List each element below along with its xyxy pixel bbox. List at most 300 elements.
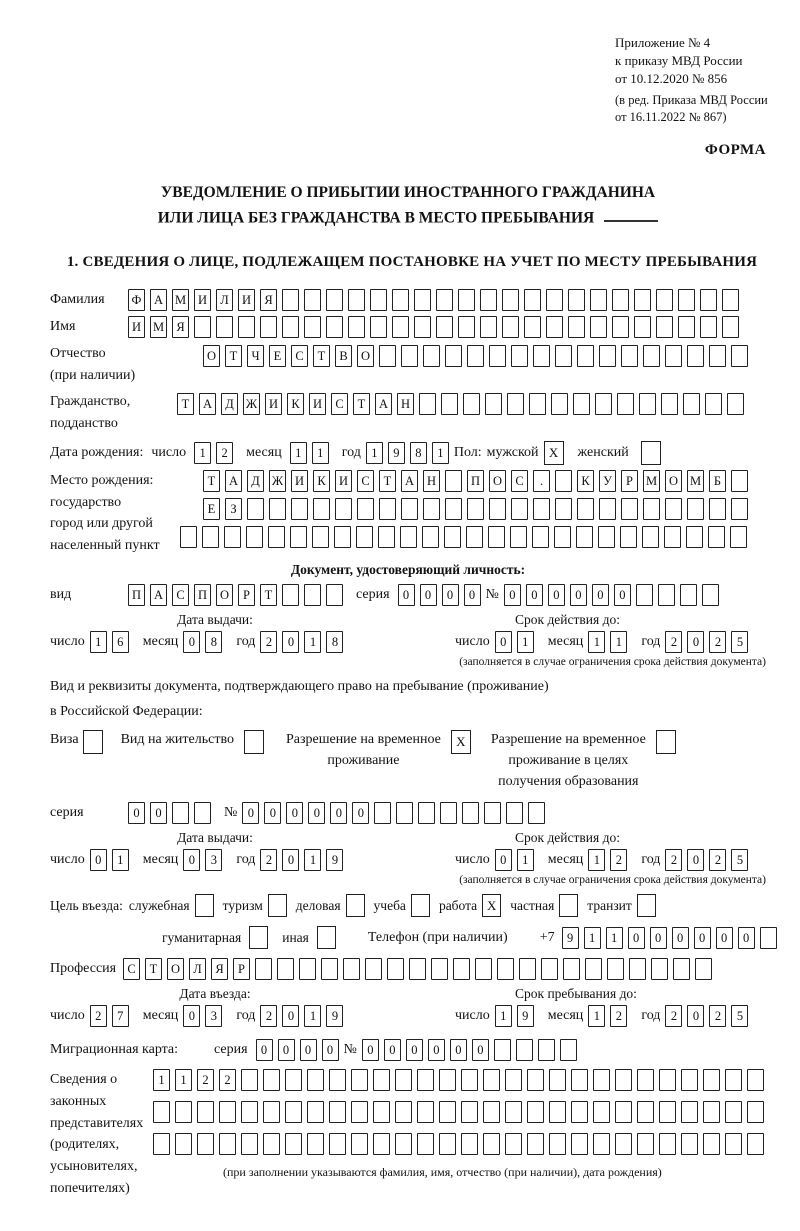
char-cell[interactable]: 0 [150, 802, 167, 824]
char-cell[interactable] [439, 1069, 456, 1091]
char-cell[interactable] [373, 1101, 390, 1123]
char-cell[interactable] [299, 958, 316, 980]
char-cell[interactable] [533, 345, 550, 367]
char-cell[interactable]: 0 [330, 802, 347, 824]
char-cell[interactable]: А [375, 393, 392, 415]
purpose-private-checkbox[interactable] [559, 894, 578, 917]
char-cell[interactable] [175, 1101, 192, 1123]
char-cell[interactable]: 2 [610, 849, 627, 871]
char-cell[interactable] [444, 526, 461, 548]
char-cell[interactable]: 2 [219, 1069, 236, 1091]
purpose-humanitarian-checkbox[interactable] [249, 926, 268, 949]
char-cell[interactable]: 7 [112, 1005, 129, 1027]
char-cell[interactable]: 1 [194, 442, 211, 464]
char-cell[interactable]: 0 [406, 1039, 423, 1061]
char-cell[interactable] [282, 289, 299, 311]
char-cell[interactable]: А [225, 470, 242, 492]
char-cell[interactable]: 0 [687, 849, 704, 871]
char-cell[interactable]: 1 [290, 442, 307, 464]
char-cell[interactable]: Т [313, 345, 330, 367]
char-cell[interactable] [379, 345, 396, 367]
char-cell[interactable] [612, 289, 629, 311]
char-cell[interactable]: Т [353, 393, 370, 415]
char-cell[interactable] [637, 1101, 654, 1123]
char-cell[interactable] [590, 289, 607, 311]
char-cell[interactable] [634, 316, 651, 338]
char-cell[interactable]: С [123, 958, 140, 980]
char-cell[interactable] [687, 345, 704, 367]
char-cell[interactable] [414, 289, 431, 311]
char-cell[interactable]: 1 [153, 1069, 170, 1091]
char-cell[interactable]: М [172, 289, 189, 311]
char-cell[interactable] [436, 316, 453, 338]
char-cell[interactable] [439, 1133, 456, 1155]
char-cell[interactable]: Т [145, 958, 162, 980]
char-cell[interactable]: 2 [260, 849, 277, 871]
char-cell[interactable]: 1 [432, 442, 449, 464]
char-cell[interactable] [417, 1069, 434, 1091]
char-cell[interactable] [620, 526, 637, 548]
char-cell[interactable] [439, 1101, 456, 1123]
char-cell[interactable]: М [687, 470, 704, 492]
char-cell[interactable]: 8 [205, 631, 222, 653]
char-cell[interactable] [725, 1133, 742, 1155]
char-cell[interactable] [329, 1101, 346, 1123]
char-cell[interactable] [549, 1133, 566, 1155]
char-cell[interactable]: 6 [112, 631, 129, 653]
char-cell[interactable] [373, 1133, 390, 1155]
char-cell[interactable]: 0 [687, 1005, 704, 1027]
char-cell[interactable]: Е [203, 498, 220, 520]
char-cell[interactable]: . [533, 470, 550, 492]
char-cell[interactable]: 2 [197, 1069, 214, 1091]
purpose-business-checkbox[interactable] [346, 894, 365, 917]
char-cell[interactable] [304, 316, 321, 338]
char-cell[interactable] [395, 1133, 412, 1155]
char-cell[interactable]: А [150, 289, 167, 311]
char-cell[interactable]: 5 [731, 849, 748, 871]
char-cell[interactable] [555, 498, 572, 520]
char-cell[interactable]: 2 [260, 631, 277, 653]
char-cell[interactable] [665, 345, 682, 367]
char-cell[interactable] [659, 1069, 676, 1091]
char-cell[interactable]: 1 [366, 442, 383, 464]
char-cell[interactable]: Ч [247, 345, 264, 367]
char-cell[interactable]: 1 [610, 631, 627, 653]
char-cell[interactable]: 0 [428, 1039, 445, 1061]
char-cell[interactable] [458, 316, 475, 338]
char-cell[interactable] [497, 958, 514, 980]
char-cell[interactable]: И [335, 470, 352, 492]
char-cell[interactable]: О [489, 470, 506, 492]
char-cell[interactable]: И [291, 470, 308, 492]
char-cell[interactable] [238, 316, 255, 338]
char-cell[interactable] [313, 498, 330, 520]
purpose-tourism-checkbox[interactable] [268, 894, 287, 917]
char-cell[interactable] [326, 289, 343, 311]
char-cell[interactable] [480, 289, 497, 311]
char-cell[interactable] [494, 1039, 511, 1061]
char-cell[interactable]: Н [423, 470, 440, 492]
char-cell[interactable] [510, 526, 527, 548]
char-cell[interactable]: 0 [694, 927, 711, 949]
char-cell[interactable]: С [357, 470, 374, 492]
char-cell[interactable]: Ж [269, 470, 286, 492]
char-cell[interactable] [269, 498, 286, 520]
char-cell[interactable] [590, 316, 607, 338]
char-cell[interactable] [396, 802, 413, 824]
char-cell[interactable] [285, 1133, 302, 1155]
char-cell[interactable] [401, 345, 418, 367]
char-cell[interactable] [747, 1069, 764, 1091]
char-cell[interactable] [348, 316, 365, 338]
char-cell[interactable] [502, 289, 519, 311]
char-cell[interactable] [467, 498, 484, 520]
char-cell[interactable]: 1 [517, 631, 534, 653]
char-cell[interactable] [374, 802, 391, 824]
char-cell[interactable] [681, 1133, 698, 1155]
char-cell[interactable]: С [511, 470, 528, 492]
char-cell[interactable]: 9 [326, 849, 343, 871]
char-cell[interactable] [247, 498, 264, 520]
char-cell[interactable] [617, 393, 634, 415]
char-cell[interactable]: З [225, 498, 242, 520]
char-cell[interactable] [392, 289, 409, 311]
char-cell[interactable] [417, 1133, 434, 1155]
char-cell[interactable] [326, 316, 343, 338]
char-cell[interactable]: 2 [709, 1005, 726, 1027]
char-cell[interactable] [577, 498, 594, 520]
char-cell[interactable] [563, 958, 580, 980]
char-cell[interactable] [705, 393, 722, 415]
char-cell[interactable]: 2 [665, 631, 682, 653]
char-cell[interactable] [678, 316, 695, 338]
char-cell[interactable] [307, 1133, 324, 1155]
char-cell[interactable]: 2 [610, 1005, 627, 1027]
char-cell[interactable]: О [357, 345, 374, 367]
char-cell[interactable]: 0 [90, 849, 107, 871]
gender-male-checkbox[interactable]: X [544, 441, 564, 465]
char-cell[interactable] [488, 526, 505, 548]
char-cell[interactable] [528, 802, 545, 824]
char-cell[interactable] [695, 958, 712, 980]
char-cell[interactable] [524, 289, 541, 311]
char-cell[interactable] [502, 316, 519, 338]
char-cell[interactable] [527, 1101, 544, 1123]
char-cell[interactable] [656, 289, 673, 311]
char-cell[interactable] [731, 498, 748, 520]
char-cell[interactable] [533, 498, 550, 520]
char-cell[interactable] [549, 1069, 566, 1091]
char-cell[interactable]: 1 [112, 849, 129, 871]
char-cell[interactable]: 8 [410, 442, 427, 464]
char-cell[interactable] [703, 1101, 720, 1123]
char-cell[interactable] [400, 526, 417, 548]
char-cell[interactable]: Б [709, 470, 726, 492]
char-cell[interactable] [607, 958, 624, 980]
char-cell[interactable] [505, 1101, 522, 1123]
char-cell[interactable] [356, 526, 373, 548]
char-cell[interactable]: 2 [709, 631, 726, 653]
char-cell[interactable]: 8 [326, 631, 343, 653]
char-cell[interactable] [172, 802, 189, 824]
char-cell[interactable] [673, 958, 690, 980]
char-cell[interactable] [401, 498, 418, 520]
char-cell[interactable]: 0 [548, 584, 565, 606]
char-cell[interactable]: 0 [183, 849, 200, 871]
char-cell[interactable] [532, 526, 549, 548]
char-cell[interactable] [637, 1069, 654, 1091]
char-cell[interactable] [576, 526, 593, 548]
char-cell[interactable] [612, 316, 629, 338]
char-cell[interactable] [747, 1133, 764, 1155]
char-cell[interactable] [392, 316, 409, 338]
char-cell[interactable]: 5 [731, 1005, 748, 1027]
char-cell[interactable]: 0 [362, 1039, 379, 1061]
char-cell[interactable]: Ф [128, 289, 145, 311]
char-cell[interactable]: 1 [175, 1069, 192, 1091]
char-cell[interactable] [329, 1133, 346, 1155]
purpose-official-checkbox[interactable] [195, 894, 214, 917]
char-cell[interactable] [263, 1101, 280, 1123]
char-cell[interactable] [708, 526, 725, 548]
char-cell[interactable] [760, 927, 777, 949]
char-cell[interactable] [595, 393, 612, 415]
char-cell[interactable] [483, 1133, 500, 1155]
char-cell[interactable] [621, 498, 638, 520]
char-cell[interactable]: С [291, 345, 308, 367]
char-cell[interactable] [681, 1101, 698, 1123]
char-cell[interactable]: Я [172, 316, 189, 338]
char-cell[interactable] [687, 498, 704, 520]
char-cell[interactable] [175, 1133, 192, 1155]
char-cell[interactable]: 0 [495, 849, 512, 871]
char-cell[interactable]: 2 [90, 1005, 107, 1027]
char-cell[interactable]: 0 [420, 584, 437, 606]
char-cell[interactable]: 1 [584, 927, 601, 949]
char-cell[interactable] [445, 345, 462, 367]
char-cell[interactable]: Ж [243, 393, 260, 415]
char-cell[interactable]: 3 [205, 1005, 222, 1027]
char-cell[interactable] [329, 1069, 346, 1091]
char-cell[interactable] [516, 1039, 533, 1061]
char-cell[interactable] [241, 1101, 258, 1123]
char-cell[interactable]: Р [233, 958, 250, 980]
char-cell[interactable] [365, 958, 382, 980]
char-cell[interactable] [453, 958, 470, 980]
char-cell[interactable] [326, 584, 343, 606]
char-cell[interactable] [351, 1069, 368, 1091]
char-cell[interactable] [665, 498, 682, 520]
char-cell[interactable]: А [199, 393, 216, 415]
char-cell[interactable] [335, 498, 352, 520]
char-cell[interactable] [639, 393, 656, 415]
char-cell[interactable] [307, 1101, 324, 1123]
char-cell[interactable] [700, 289, 717, 311]
char-cell[interactable] [483, 1101, 500, 1123]
char-cell[interactable] [153, 1101, 170, 1123]
purpose-other-checkbox[interactable] [317, 926, 336, 949]
char-cell[interactable] [636, 584, 653, 606]
char-cell[interactable] [634, 289, 651, 311]
char-cell[interactable] [519, 958, 536, 980]
char-cell[interactable]: 0 [504, 584, 521, 606]
char-cell[interactable] [703, 1069, 720, 1091]
char-cell[interactable] [585, 958, 602, 980]
char-cell[interactable] [702, 584, 719, 606]
char-cell[interactable]: И [128, 316, 145, 338]
char-cell[interactable]: А [401, 470, 418, 492]
char-cell[interactable] [629, 958, 646, 980]
char-cell[interactable] [466, 526, 483, 548]
char-cell[interactable]: 0 [672, 927, 689, 949]
char-cell[interactable] [659, 1101, 676, 1123]
char-cell[interactable] [731, 345, 748, 367]
char-cell[interactable] [197, 1133, 214, 1155]
temp-residence-education-checkbox[interactable] [656, 730, 676, 754]
char-cell[interactable] [202, 526, 219, 548]
char-cell[interactable]: 0 [352, 802, 369, 824]
char-cell[interactable] [593, 1069, 610, 1091]
char-cell[interactable] [658, 584, 675, 606]
char-cell[interactable]: Т [260, 584, 277, 606]
char-cell[interactable] [219, 1133, 236, 1155]
char-cell[interactable] [643, 498, 660, 520]
char-cell[interactable] [643, 345, 660, 367]
char-cell[interactable]: Л [189, 958, 206, 980]
gender-female-checkbox[interactable] [641, 441, 661, 465]
char-cell[interactable] [505, 1133, 522, 1155]
char-cell[interactable]: 9 [388, 442, 405, 464]
char-cell[interactable] [282, 584, 299, 606]
char-cell[interactable] [560, 1039, 577, 1061]
char-cell[interactable] [153, 1133, 170, 1155]
char-cell[interactable]: К [287, 393, 304, 415]
char-cell[interactable] [599, 345, 616, 367]
char-cell[interactable]: 0 [716, 927, 733, 949]
char-cell[interactable]: Я [211, 958, 228, 980]
char-cell[interactable] [527, 1133, 544, 1155]
char-cell[interactable]: 0 [278, 1039, 295, 1061]
char-cell[interactable] [224, 526, 241, 548]
char-cell[interactable]: 0 [282, 849, 299, 871]
char-cell[interactable]: 0 [442, 584, 459, 606]
char-cell[interactable]: 0 [264, 802, 281, 824]
char-cell[interactable]: К [313, 470, 330, 492]
char-cell[interactable]: 0 [495, 631, 512, 653]
residence-permit-checkbox[interactable] [244, 730, 264, 754]
char-cell[interactable]: 0 [570, 584, 587, 606]
char-cell[interactable] [285, 1069, 302, 1091]
purpose-study-checkbox[interactable] [411, 894, 430, 917]
char-cell[interactable] [431, 958, 448, 980]
char-cell[interactable]: Т [225, 345, 242, 367]
char-cell[interactable]: 0 [286, 802, 303, 824]
char-cell[interactable] [461, 1101, 478, 1123]
char-cell[interactable]: И [309, 393, 326, 415]
char-cell[interactable]: 9 [562, 927, 579, 949]
char-cell[interactable] [709, 498, 726, 520]
char-cell[interactable] [484, 802, 501, 824]
char-cell[interactable] [505, 1069, 522, 1091]
char-cell[interactable] [725, 1101, 742, 1123]
char-cell[interactable] [722, 289, 739, 311]
char-cell[interactable] [241, 1133, 258, 1155]
char-cell[interactable] [680, 584, 697, 606]
char-cell[interactable]: А [150, 584, 167, 606]
char-cell[interactable]: 0 [526, 584, 543, 606]
char-cell[interactable] [642, 526, 659, 548]
char-cell[interactable] [731, 470, 748, 492]
char-cell[interactable] [312, 526, 329, 548]
char-cell[interactable]: 5 [731, 631, 748, 653]
char-cell[interactable] [463, 393, 480, 415]
char-cell[interactable] [370, 289, 387, 311]
char-cell[interactable] [555, 345, 572, 367]
char-cell[interactable] [681, 1069, 698, 1091]
char-cell[interactable]: 2 [665, 1005, 682, 1027]
char-cell[interactable] [246, 526, 263, 548]
char-cell[interactable] [445, 470, 462, 492]
char-cell[interactable]: 1 [304, 849, 321, 871]
char-cell[interactable] [524, 316, 541, 338]
char-cell[interactable]: М [643, 470, 660, 492]
char-cell[interactable] [277, 958, 294, 980]
char-cell[interactable] [395, 1069, 412, 1091]
char-cell[interactable] [598, 526, 615, 548]
char-cell[interactable] [307, 1069, 324, 1091]
char-cell[interactable] [661, 393, 678, 415]
char-cell[interactable]: 0 [650, 927, 667, 949]
char-cell[interactable]: 1 [606, 927, 623, 949]
char-cell[interactable]: 0 [472, 1039, 489, 1061]
char-cell[interactable]: 0 [308, 802, 325, 824]
char-cell[interactable]: Л [216, 289, 233, 311]
char-cell[interactable] [529, 393, 546, 415]
char-cell[interactable] [440, 802, 457, 824]
char-cell[interactable] [709, 345, 726, 367]
char-cell[interactable] [423, 345, 440, 367]
char-cell[interactable] [489, 498, 506, 520]
char-cell[interactable] [419, 393, 436, 415]
char-cell[interactable]: В [335, 345, 352, 367]
char-cell[interactable] [334, 526, 351, 548]
char-cell[interactable]: О [203, 345, 220, 367]
char-cell[interactable]: 1 [312, 442, 329, 464]
char-cell[interactable]: У [599, 470, 616, 492]
char-cell[interactable] [730, 526, 747, 548]
purpose-transit-checkbox[interactable] [637, 894, 656, 917]
char-cell[interactable] [555, 470, 572, 492]
char-cell[interactable] [395, 1101, 412, 1123]
char-cell[interactable]: 0 [183, 631, 200, 653]
char-cell[interactable]: Е [269, 345, 286, 367]
char-cell[interactable]: 2 [709, 849, 726, 871]
char-cell[interactable] [370, 316, 387, 338]
char-cell[interactable] [511, 498, 528, 520]
char-cell[interactable]: 9 [517, 1005, 534, 1027]
char-cell[interactable] [593, 1133, 610, 1155]
char-cell[interactable]: М [150, 316, 167, 338]
char-cell[interactable]: 1 [304, 631, 321, 653]
char-cell[interactable]: О [167, 958, 184, 980]
char-cell[interactable]: 1 [588, 849, 605, 871]
char-cell[interactable]: 0 [282, 1005, 299, 1027]
char-cell[interactable]: Т [177, 393, 194, 415]
char-cell[interactable] [703, 1133, 720, 1155]
char-cell[interactable] [506, 802, 523, 824]
char-cell[interactable] [546, 289, 563, 311]
